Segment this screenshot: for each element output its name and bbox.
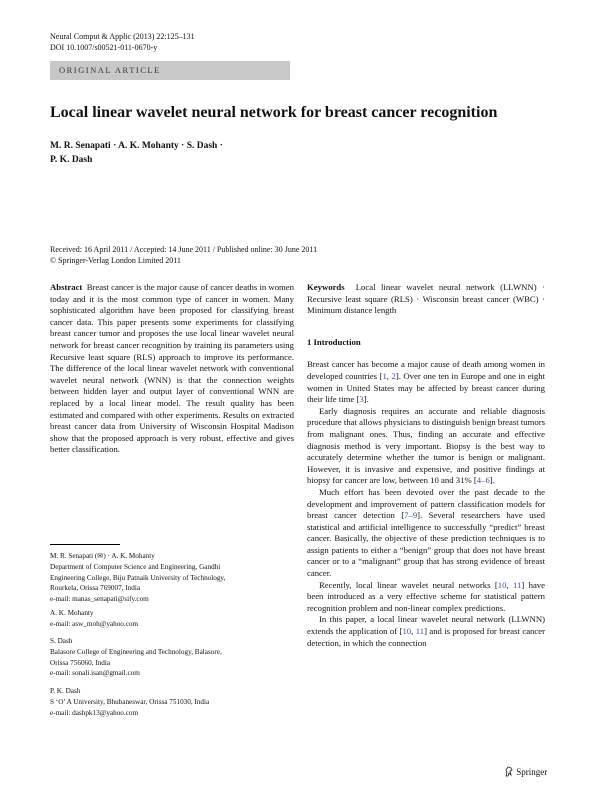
affiliation-names: P. K. Dash: [50, 687, 81, 695]
keywords-text: Local linear wavelet neural network (LLWNN) · Recursive least square (RLS) · Wisconsin breast cancer (WBC) · Minimum distance length: [307, 282, 546, 316]
intro-heading: 1 Introduction: [307, 336, 361, 347]
affiliation-4: [50, 686, 310, 718]
citation-link[interactable]: 11: [415, 626, 425, 637]
abstract-label: Abstract: [50, 282, 83, 292]
affiliation-line: Orissa 756060, India: [50, 658, 111, 667]
affiliation-email[interactable]: e-mail: manas_senapati@sify.com: [50, 595, 149, 604]
journal-header: [50, 31, 195, 53]
abstract-text: Breast cancer is the major cause of cancer deaths in women today and it is the most common type of cancer in women. Many sophisticated algorithm have been proposed for classifying breast cancer data. This paper presents some experiments for classifying breast cancer tumor and proposes the use local linear wavelet neural network for breast cancer recognition by training its parameters using Recursive least square (RLS) approach to improve its performance. The difference of the local linear wavelet network with conventional wavelet neural network (WNN) is that the connection weights between hidden layer and output layer of conventional WNN are replaced by a local linear model. The result quality has been estimated and compared with other experiments. Results on extracted breast cancer data from University of Wisconsin Hospital Madison show that the proposed approach is very robust, effective and gives better classification.: [50, 282, 294, 455]
citation-link[interactable]: 7–9: [404, 510, 418, 521]
intro-paragraph: Early diagnosis requires an accurate and reliable diagnosis procedure that allows physicians to distinguish benign breast tumors from malignant ones. Thus, finding an accurate and effective diagnosis method is very important. Biopsy is the best way to accurately determine whether the tumor is benign or malignant. However, it is invasive and expensive, and positive findings at biopsy for cancer are low, between 10 and 31% [4–6].: [307, 405, 545, 486]
keywords-label: Keywords: [307, 282, 345, 292]
affiliation-names: S. Dash: [50, 637, 73, 645]
citation-link[interactable]: 1: [382, 370, 387, 381]
paper-title: Local linear wavelet neural network for breast cancer recognition: [50, 104, 498, 121]
affiliation-names: M. R. Senapati (✉) · A. K. Mohanty: [50, 552, 155, 560]
right-column: [307, 282, 545, 649]
affiliation-email[interactable]: e-mail: sonali.isan@gmail.com: [50, 669, 140, 678]
citation-link[interactable]: 11: [512, 579, 522, 590]
intro-paragraph: Recently, local linear wavelet neural networks [10, 11] have been introduced as a very effective scheme for statistical pattern recognition problem and non-linear complex predictions.: [307, 579, 545, 613]
affiliation-3: [50, 636, 310, 679]
author-line-2: P. K. Dash: [50, 155, 93, 165]
citation-link[interactable]: 4–6: [476, 475, 490, 486]
citation-link[interactable]: 2: [391, 370, 396, 381]
affiliation-email[interactable]: e-mail: asw_moh@yahoo.com: [50, 619, 139, 628]
affiliation-email[interactable]: e-mail: dashpk13@yahoo.com: [50, 708, 139, 717]
citation-link[interactable]: 3: [359, 394, 364, 405]
abstract-section: [50, 282, 294, 456]
affiliation-names: A. K. Mohanty: [50, 609, 94, 617]
affiliation-line: S ‘O’ A University, Bhubaneswar, Orissa 751030, India: [50, 697, 210, 706]
intro-paragraph: Breast cancer has become a major cause of death among women in developed countries [1, 2]. Over one ten in Europe and one in eight women in United States may be affected by breast cancer during their life time [3].: [307, 359, 546, 405]
article-type-banner: ORIGINAL ARTICLE: [50, 61, 290, 80]
affiliation-line: Rourkela, Orissa 769007, India: [50, 584, 141, 593]
doi: DOI 10.1007/s00521-011-0670-y: [50, 43, 158, 52]
author-line-1: M. R. Senapati · A. K. Mohanty · S. Dash ·: [50, 141, 223, 151]
author-list: [50, 139, 310, 167]
keywords-section: [307, 282, 545, 317]
springer-horse-icon: [504, 766, 514, 777]
affiliation-line: Engineering College, Biju Patnaik University of Technology,: [50, 573, 226, 582]
affiliation-2: [50, 608, 310, 630]
received-dates: Received: 16 April 2011 / Accepted: 14 June 2011 / Published online: 30 June 2011: [50, 245, 318, 254]
citation-link[interactable]: 10: [497, 579, 507, 590]
intro-paragraph: In this paper, a local linear wavelet neural network (LLWNN) extends the application of [10, 11] and is proposed for breast cancer detection, in which the connection: [307, 614, 545, 648]
publication-dates: [50, 244, 317, 266]
journal-citation: Neural Comput & Applic (2013) 22:125–131: [50, 32, 195, 41]
intro-paragraph: Much effort has been devoted over the past decade to the development and improvement of pattern classification models for breast cancer detection [7–9]. Several researchers have used statistical and artificial intelligence to successfully “predict” breast cancer. Basically, the objective of these prediction techniques is to assign patients to either a “benign” group that does not have breast cancer or to a “malignant” group that has strong evidence of breast cancer.: [307, 486, 545, 579]
affiliation-line: Department of Computer Science and Engineering, Gandhi: [50, 562, 221, 571]
copyright: © Springer-Verlag London Limited 2011: [50, 256, 181, 265]
affiliation-1: [50, 551, 310, 605]
affiliation-line: Balasore College of Engineering and Technology, Balasore,: [50, 647, 222, 656]
footnote-rule: [50, 544, 120, 545]
publisher-name: Springer: [516, 767, 548, 777]
publisher-footer: [504, 766, 547, 777]
citation-link[interactable]: 10: [402, 626, 412, 637]
